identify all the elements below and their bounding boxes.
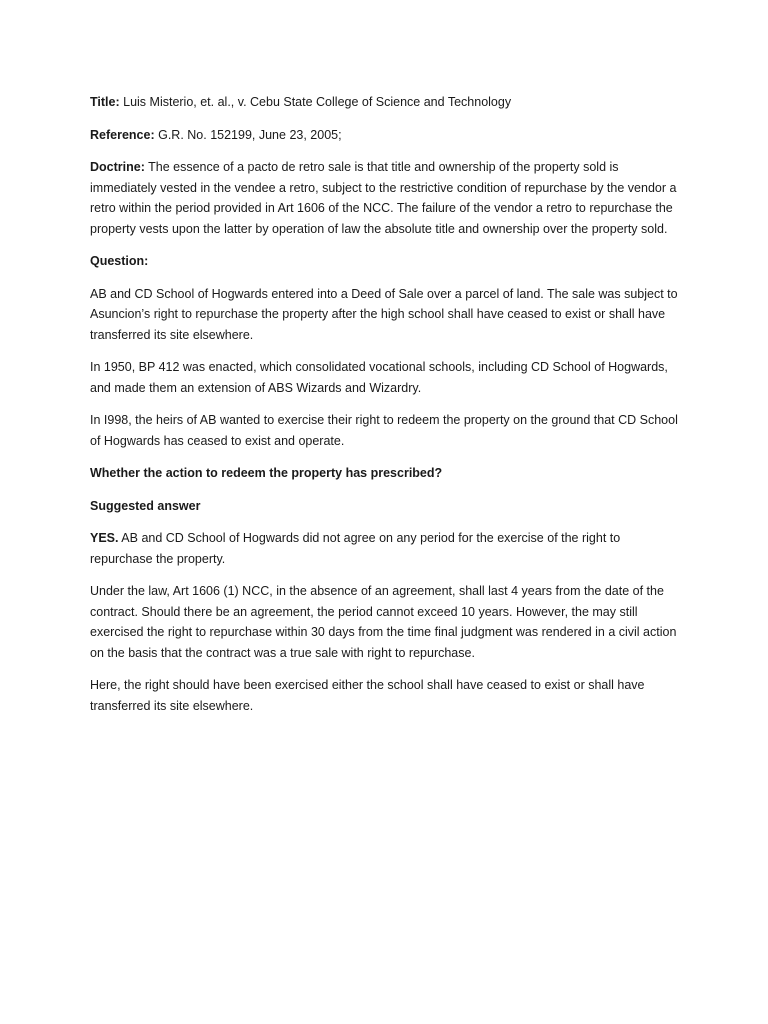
answer-paragraph-3: Here, the right should have been exercised either the school shall have ceased to exist or shall have transferred its site elsewhere. [90,678,645,713]
title-label: Title: [90,95,120,109]
question-paragraph-3: In I998, the heirs of AB wanted to exercise their right to redeem the property on the ground that CD School of Hogwards has ceased to exist and operate. [90,413,678,448]
reference-text: G.R. No. 152199, June 23, 2005; [158,127,342,142]
answer-paragraph [90,528,680,569]
question-paragraph-2: In 1950, BP 412 was enacted, which consolidated vocational schools, including CD School of Hogwards, and made them an extension of ABS Wizards and Wizardry. [90,360,668,395]
reference-label: Reference: [90,127,155,142]
answer-heading: Suggested answer [90,498,201,513]
issue-statement: Whether the action to redeem the property has prescribed? [90,466,443,480]
question-paragraph-1: AB and CD School of Hogwards entered into a Deed of Sale over a parcel of land. The sale was subject to Asuncion’s right to repurchase the property after the high school shall have ceased to exist or shall have transferred its site elsewhere. [90,286,678,342]
title-text: Luis Misterio, et. al., v. Cebu State College of Science and Technology [123,95,512,109]
doctrine-paragraph [90,157,680,239]
doctrine-text: The essence of a pacto de retro sale is that title and ownership of the property sold is immediately vested in the vendee a retro, subject to the restrictive condition of repurchase by the vendor a retro within the period provided in Art 1606 of the NCC. The failure of the vendor a retro to repurchase the property vests upon the latter by operation of law the absolute title and ownership over the property sold. [90,160,677,236]
question-heading: Question: [90,254,149,268]
document-page [90,92,680,728]
answer-paragraph-2: Under the law, Art 1606 (1) NCC, in the absence of an agreement, shall last 4 years from the date of the contract. Should there be an agreement, the period cannot exceed 10 years. However, the may still exercised the right to repurchase within 30 days from the time final judgment was rendered in a civil action on the basis that the contract was a true sale with right to repurchase. [90,584,677,660]
answer-text: AB and CD School of Hogwards did not agree on any period for the exercise of the right to repurchase the property. [90,531,621,566]
answer-label: YES. [90,531,119,545]
reference-line [90,125,680,146]
title-line [90,92,680,113]
doctrine-label: Doctrine: [90,160,145,174]
